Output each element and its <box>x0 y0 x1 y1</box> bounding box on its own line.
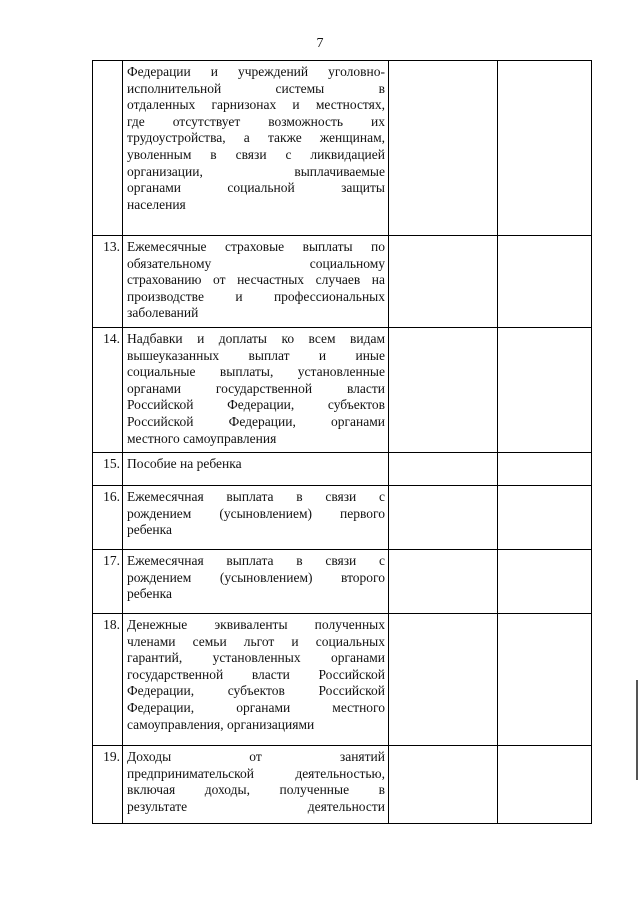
cell-text-line: Федерации и учреждений уголовно- <box>127 64 385 79</box>
cell-text-line: обязательному социальному <box>127 255 385 271</box>
table-row <box>93 328 592 453</box>
income-type-cell <box>123 61 389 236</box>
row-number: 17. <box>93 550 123 614</box>
cell-text-line: вышеуказанных выплат и иные <box>127 347 385 363</box>
cell-text-line: Ежемесячные страховые выплаты по <box>127 239 385 254</box>
empty-value-cell <box>389 328 498 453</box>
cell-text-line: заболеваний <box>127 305 199 321</box>
cell-text-line: Федерации, органами местного <box>127 699 385 715</box>
cell-text-line: государственной власти Российской <box>127 666 385 682</box>
cell-text-line: страхованию от несчастных случаев на <box>127 272 385 288</box>
empty-value-cell <box>389 614 498 746</box>
cell-text-line: Надбавки и доплаты ко всем видам <box>127 331 385 346</box>
income-type-cell <box>123 486 389 550</box>
cell-text-line: ребенка <box>127 522 172 538</box>
row-number <box>93 61 123 236</box>
income-type-cell <box>123 236 389 328</box>
empty-value-cell <box>389 453 498 486</box>
cell-text-line: Денежные эквиваленты полученных <box>127 617 385 632</box>
income-type-cell <box>123 550 389 614</box>
cell-text-line: отдаленных гарнизонах и местностях, <box>127 97 385 113</box>
empty-value-cell <box>498 328 592 453</box>
row-number: 14. <box>93 328 123 453</box>
empty-value-cell <box>498 236 592 328</box>
cell-text-line: гарантий, установленных органами <box>127 650 385 666</box>
table-row <box>93 550 592 614</box>
empty-value-cell <box>498 614 592 746</box>
cell-text-line: Доходы от занятий <box>127 749 385 764</box>
empty-value-cell <box>498 550 592 614</box>
empty-value-cell <box>389 236 498 328</box>
table-row <box>93 236 592 328</box>
income-type-cell <box>123 328 389 453</box>
table-body <box>93 61 592 824</box>
empty-value-cell <box>498 746 592 824</box>
row-number: 19. <box>93 746 123 824</box>
row-number: 15. <box>93 453 123 486</box>
cell-text-line: результате деятельности <box>127 798 385 814</box>
cell-text-line: органами социальной защиты <box>127 180 385 196</box>
income-type-cell <box>123 453 389 486</box>
cell-text-line: Российской Федерации, органами <box>127 413 385 429</box>
table-row <box>93 486 592 550</box>
cell-text-line: уволенным в связи с ликвидацией <box>127 146 385 162</box>
empty-value-cell <box>498 453 592 486</box>
table-row <box>93 746 592 824</box>
cell-text-line: рождением (усыновлением) первого <box>127 505 385 521</box>
cell-text-line: Ежемесячная выплата в связи с <box>127 489 385 504</box>
cell-text-line: предпринимательской деятельностью, <box>127 765 385 781</box>
empty-value-cell <box>389 746 498 824</box>
cell-text-line: органами государственной власти <box>127 380 385 396</box>
empty-value-cell <box>389 550 498 614</box>
empty-value-cell <box>498 486 592 550</box>
cell-text-line: рождением (усыновлением) второго <box>127 569 385 585</box>
cell-text-line: местного самоуправления <box>127 430 277 446</box>
cell-text-line: населения <box>127 196 186 212</box>
page-number: 7 <box>316 36 324 51</box>
row-number: 18. <box>93 614 123 746</box>
cell-text-line: социальные выплаты, установленные <box>127 364 385 380</box>
cell-text-line: Федерации, субъектов Российской <box>127 683 385 699</box>
table-row <box>93 614 592 746</box>
cell-text-line: организации, выплачиваемые <box>127 163 385 179</box>
cell-text-line: трудоустройства, а также женщинам, <box>127 130 385 146</box>
cell-text-line: включая доходы, полученные в <box>127 782 385 798</box>
cell-text-line: Пособие на ребенка <box>127 456 242 471</box>
income-table <box>92 60 592 824</box>
cell-text-line: Ежемесячная выплата в связи с <box>127 553 385 568</box>
cell-text-line: исполнительной системы в <box>127 80 385 96</box>
cell-text-line: членами семьи льгот и социальных <box>127 633 385 649</box>
income-type-cell <box>123 614 389 746</box>
income-type-cell <box>123 746 389 824</box>
cell-text-line: производстве и профессиональных <box>127 288 385 304</box>
cell-text-line: самоуправления, организациями <box>127 716 315 732</box>
table-row <box>93 453 592 486</box>
row-number: 13. <box>93 236 123 328</box>
empty-value-cell <box>389 486 498 550</box>
cell-text-line: Российской Федерации, субъектов <box>127 397 385 413</box>
table-row <box>93 61 592 236</box>
cell-text-line: ребенка <box>127 586 172 602</box>
row-number: 16. <box>93 486 123 550</box>
cell-text-line: где отсутствует возможность их <box>127 113 385 129</box>
empty-value-cell <box>498 61 592 236</box>
scan-edge-mark <box>636 680 638 780</box>
empty-value-cell <box>389 61 498 236</box>
